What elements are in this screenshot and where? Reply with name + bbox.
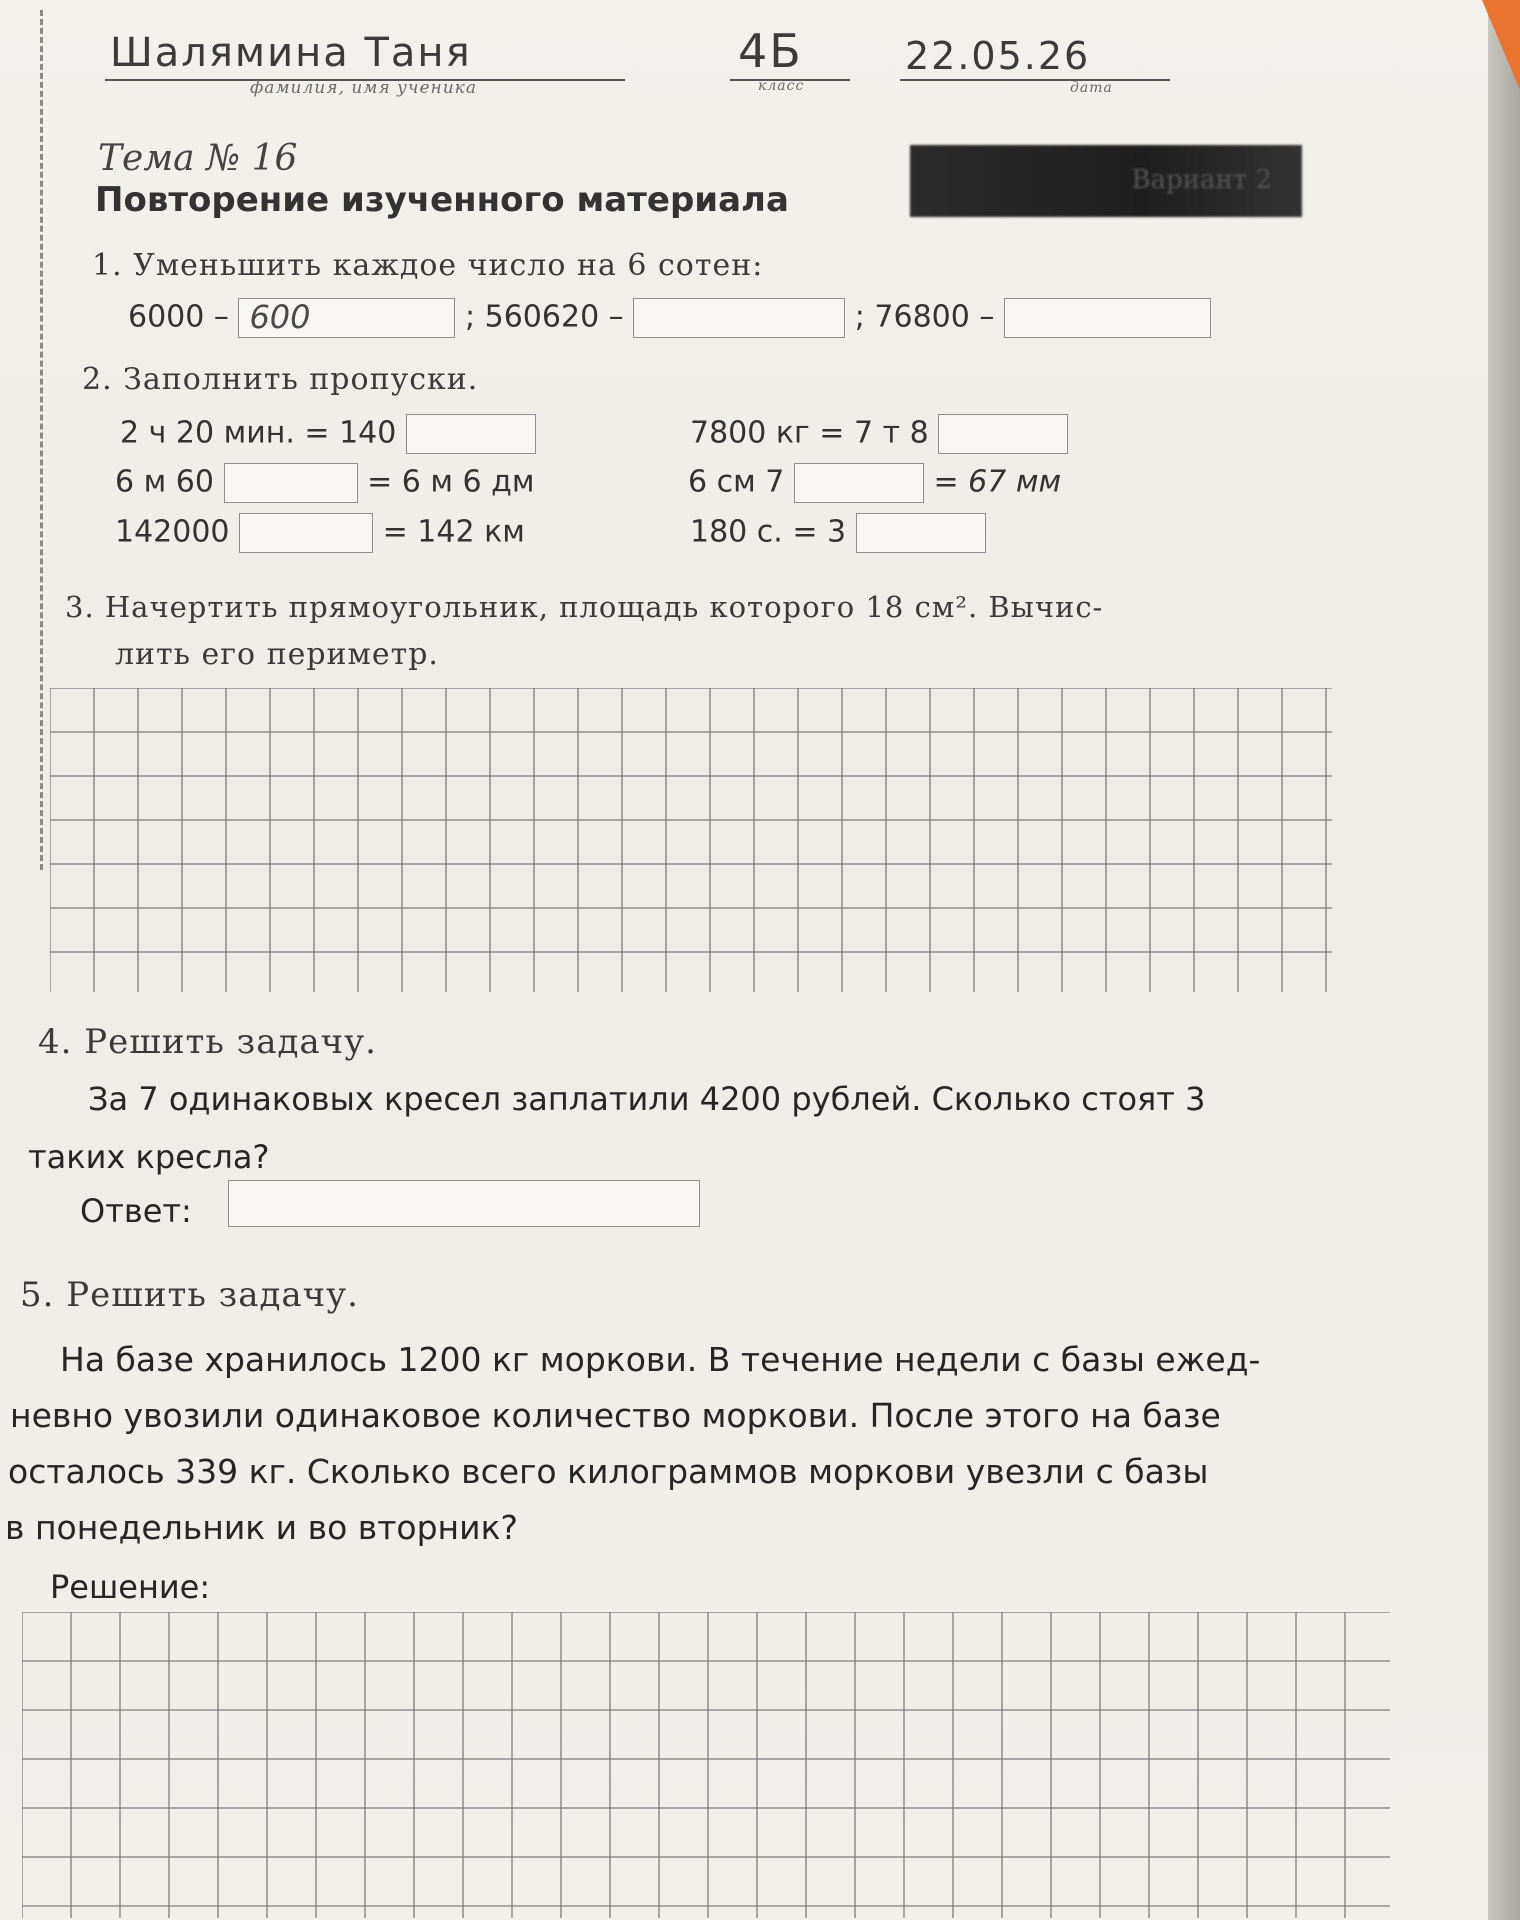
task5-line-1: На базе хранилось 1200 кг моркови. В течение недели с базы ежед- xyxy=(60,1340,1261,1379)
drawing-grid[interactable] xyxy=(50,688,1335,994)
student-name: Шалямина Таня xyxy=(110,30,472,76)
task2-right-3-before: 180 с. = 3 xyxy=(690,514,847,550)
task5-title: 5. Решить задачу. xyxy=(20,1275,359,1315)
task5-line-3: осталось 339 кг. Сколько всего килограммов моркови увезли с базы xyxy=(8,1452,1209,1491)
solution-grid[interactable] xyxy=(22,1612,1392,1920)
page-edge xyxy=(1488,0,1520,1920)
task2-left-3-box[interactable] xyxy=(239,513,373,553)
task1-expr-1: 6000 – xyxy=(128,299,229,335)
task4-title: 4. Решить задачу. xyxy=(38,1022,377,1062)
task1-answer-box-1[interactable] xyxy=(238,298,455,338)
task4-text-line-2: таких кресла? xyxy=(28,1138,270,1176)
task5-solution-label: Решение: xyxy=(50,1568,211,1606)
task1-answer-box-3[interactable] xyxy=(1004,298,1211,338)
variant-badge xyxy=(910,145,1302,217)
task1-expr-2: ; 560620 – xyxy=(464,299,624,335)
task5-line-2: невно увозили одинаковое количество моркови. После этого на базе xyxy=(10,1396,1221,1435)
task2-right-row-1 xyxy=(690,414,1068,454)
task2-left-1-before: 2 ч 20 мин. = 140 xyxy=(120,415,397,451)
task2-left-2-after: = 6 м 6 дм xyxy=(367,464,535,500)
task2-right-3-box[interactable] xyxy=(856,513,986,553)
task4-answer-box[interactable] xyxy=(228,1180,700,1227)
task1-title: 1. Уменьшить каждое число на 6 сотен: xyxy=(92,248,764,283)
class-value: 4Б xyxy=(738,24,803,78)
task2-title: 2. Заполнить пропуски. xyxy=(82,362,479,397)
class-caption: класс xyxy=(758,78,805,94)
task1-expr-3: ; 76800 – xyxy=(854,299,995,335)
cut-line xyxy=(40,10,43,870)
task1-answer-box-2[interactable] xyxy=(633,298,845,338)
task2-left-row-1 xyxy=(120,414,536,454)
task2-right-1-before: 7800 кг = 7 т 8 xyxy=(690,415,929,451)
task2-right-row-2 xyxy=(688,463,1061,503)
task1-answer-1: 600 xyxy=(249,298,311,336)
task2-right-1-box[interactable] xyxy=(938,414,1068,454)
task4-answer-label: Ответ: xyxy=(80,1192,192,1230)
orange-folder-corner xyxy=(1482,0,1520,90)
task2-left-3-after: = 142 км xyxy=(382,514,525,550)
topic-number: Тема № 16 xyxy=(98,138,298,179)
task2-left-1-box[interactable] xyxy=(406,414,536,454)
task5-line-4: в понедельник и во вторник? xyxy=(5,1508,519,1547)
task1-row xyxy=(128,298,1211,338)
variant-badge-text: Вариант 2 xyxy=(1131,165,1272,195)
task2-right-row-3 xyxy=(690,513,986,553)
task2-right-2-after: = 67 мм xyxy=(933,464,1062,500)
student-caption: фамилия, имя ученика xyxy=(250,78,477,98)
task3-line-1: 3. Начертить прямоугольник, площадь которого 18 см². Вычис- xyxy=(65,590,1104,624)
task2-right-2-box[interactable] xyxy=(794,463,924,503)
task2-left-3-before: 142000 xyxy=(115,514,230,550)
task2-left-2-box[interactable] xyxy=(224,463,358,503)
date-value: 22.05.26 xyxy=(905,34,1091,78)
date-caption: дата xyxy=(1070,80,1113,96)
task2-right-2-before: 6 см 7 xyxy=(688,464,785,500)
task2-left-row-2 xyxy=(115,463,535,503)
task3-line-2: лить его периметр. xyxy=(115,637,439,672)
page-heading: Повторение изученного материала xyxy=(95,180,789,220)
task4-text-line-1: За 7 одинаковых кресел заплатили 4200 рублей. Сколько стоят 3 xyxy=(88,1080,1206,1118)
task2-left-2-before: 6 м 60 xyxy=(115,464,214,500)
task2-left-row-3 xyxy=(115,513,525,553)
